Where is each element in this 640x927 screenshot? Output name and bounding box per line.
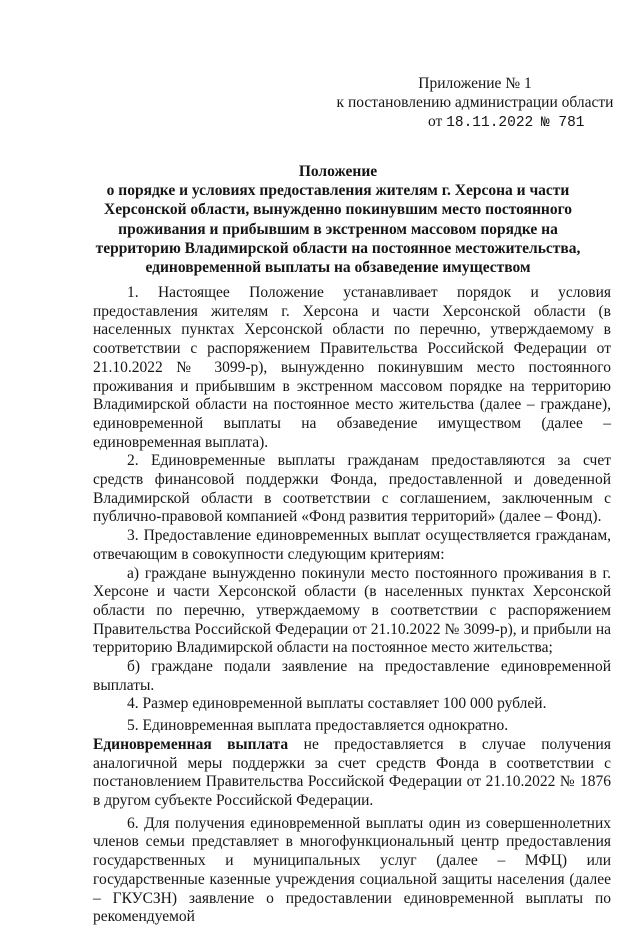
paragraph-3: 3. Предоставление единовременных выплат осуществляется гражданам, отвечающим в совокупности следующим критериям:	[93, 527, 611, 563]
title-heading: Положение	[298, 163, 378, 180]
appendix-date-line	[330, 112, 620, 133]
paragraph-5-body	[93, 736, 611, 811]
paragraph-3a: а) граждане вынужденно покинули место постоянного проживания в г. Херсоне и части Херсонской области (в населенных пунктах Херсонской области по перечню, утверждаемому в соответствии с распоряжением Правительства Российской Федерации от 21.10.2022 № 3099-р), и прибыли на территорию Владимирской области на постоянное место жительства;	[93, 564, 611, 657]
appendix-line2: к постановлению администрации области	[336, 94, 614, 111]
document-body	[93, 284, 611, 927]
paragraph-5-lead: 5. Единовременная выплата предоставляется однократно.	[127, 717, 509, 735]
document-title	[82, 162, 594, 277]
appendix-number: № 781	[540, 115, 585, 131]
paragraph-2: 2. Единовременные выплаты гражданам предоставляются за счет средств финансовой поддержки Фонда, предоставленной и доведенной Владимирской области в соответствии с соглашением, заключенным с публично-правовой компанией «Фонд развития территорий» (далее – Фонд).	[93, 452, 611, 526]
paragraph-3b: б) граждане подали заявление на предоставление единовременной выплаты.	[93, 658, 611, 694]
appendix-line1: Приложение № 1	[418, 75, 532, 92]
appendix-date-prefix: от	[428, 113, 443, 130]
paragraph-5-bold: Единовременная выплата	[93, 735, 289, 753]
title-subtitle: о порядке и условиях предоставления жителям г. Херсона и части Херсонской области, вынужденно покинувшим место постоянного проживания и прибывшим в экстренном массовом порядке на территорию Владимирской области на постоянное местожительства, единовременной выплаты на обзаведение имуществом	[95, 182, 581, 277]
paragraph-6: 6. Для получения единовременной выплаты один из совершеннолетних членов семьи представляет в многофункциональный центр предоставления государственных и муниципальных услуг (далее – МФЦ) или государственные казенные учреждения социальной защиты населения (далее – ГКУСЗН) заявление о предоставлении единовременной выплаты по рекомендуемой	[93, 814, 611, 926]
appendix-date: 18.11.2022	[446, 115, 534, 131]
paragraph-1: 1. Настоящее Положение устанавливает порядок и условия предоставления жителям г. Херсона и части Херсонской области (в населенных пунктах Херсонской области по перечню, утверждаемому в соответствии с распоряжением Правительства Российской Федерации от 21.10.2022 № 3099-р), вынужденно покинувшим место постоянного проживания и прибывшим в экстренном массовом порядке на территорию Владимирской области на постоянное место жительства (далее – граждане), единовременной выплаты на обзаведение имуществом (далее – единовременная выплата).	[93, 284, 611, 451]
paragraph-4: 4. Размер единовременной выплаты составляет 100 000 рублей.	[127, 695, 547, 713]
appendix-block	[330, 74, 620, 133]
paragraph-5-rest: не предоставляется в случае получения аналогичной меры поддержки за счет средств Фонда в соответствии с постановлением Правительства Российской Федерации от 21.10.2022 № 1876 в другом субъекте Российской Федерации.	[93, 735, 611, 809]
